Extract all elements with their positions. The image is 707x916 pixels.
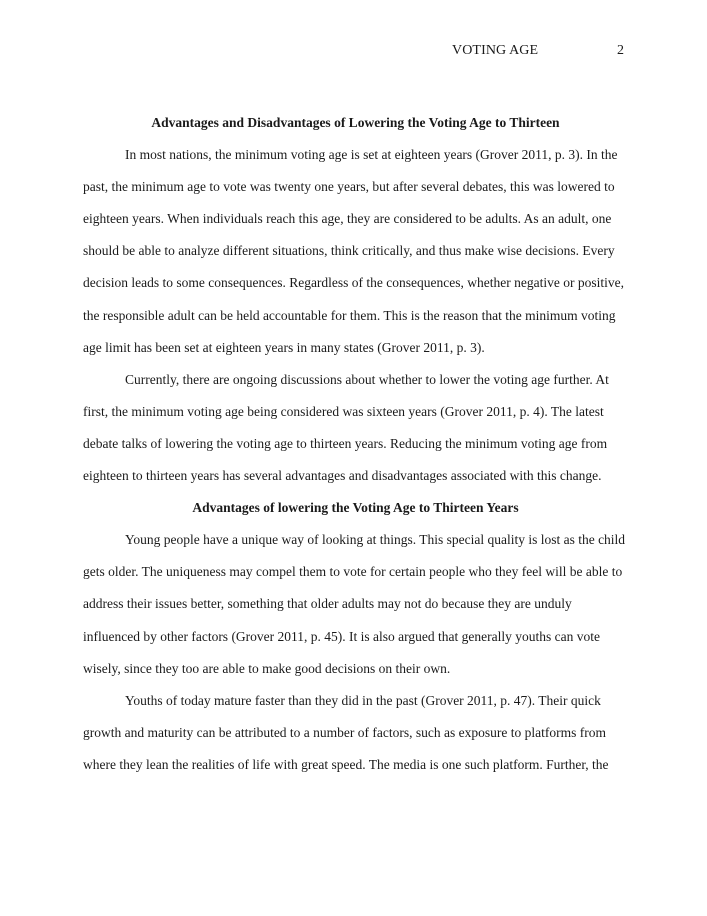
paragraph: In most nations, the minimum voting age is set at eighteen years (Grover 2011, p. 3). In the past, the minimum age to vote was twenty one years, but after several debates, this was lowered to eighteen years. When individuals reach this age, they are considered to be adults. As an adult, one should be able to analyze different situations, think critically, and thus make wise decisions. Every decision leads to some consequences. Regardless of the consequences, whether negative or positive, the responsible adult can be held accountable for them. This is the reason that the minimum voting age limit has been set at eighteen years in many states (Grover 2011, p. 3).: [83, 147, 624, 355]
section-heading-main: Advantages and Disadvantages of Lowering the Voting Age to Thirteen: [151, 115, 560, 130]
running-head: VOTING AGE: [452, 43, 539, 58]
page-number: 2: [617, 43, 624, 58]
section-heading-advantages: Advantages of lowering the Voting Age to Thirteen Years: [192, 500, 519, 516]
document-body: [83, 107, 628, 781]
paragraph: Currently, there are ongoing discussions about whether to lower the voting age further. At first, the minimum voting age being considered was sixteen years (Grover 2011, p. 4). The latest debate talks of lowering the voting age to thirteen years. Reducing the minimum voting age from eighteen to thirteen years has several advantages and disadvantages associated with this change.: [83, 371, 609, 484]
paragraph: Young people have a unique way of looking at things. This special quality is lost as the child gets older. The uniqueness may compel them to vote for certain people who they feel will be able to address their issues better, something that older adults may not do because they are unduly influenced by other factors (Grover 2011, p. 45). It is also argued that generally youths can vote wisely, since they too are able to make good decisions on their own.: [83, 532, 626, 676]
paragraph: Youths of today mature faster than they did in the past (Grover 2011, p. 47). Their quick growth and maturity can be attributed to a number of factors, such as exposure to platforms from where they lean the realities of life with great speed. The media is one such platform. Further, the: [83, 692, 609, 772]
